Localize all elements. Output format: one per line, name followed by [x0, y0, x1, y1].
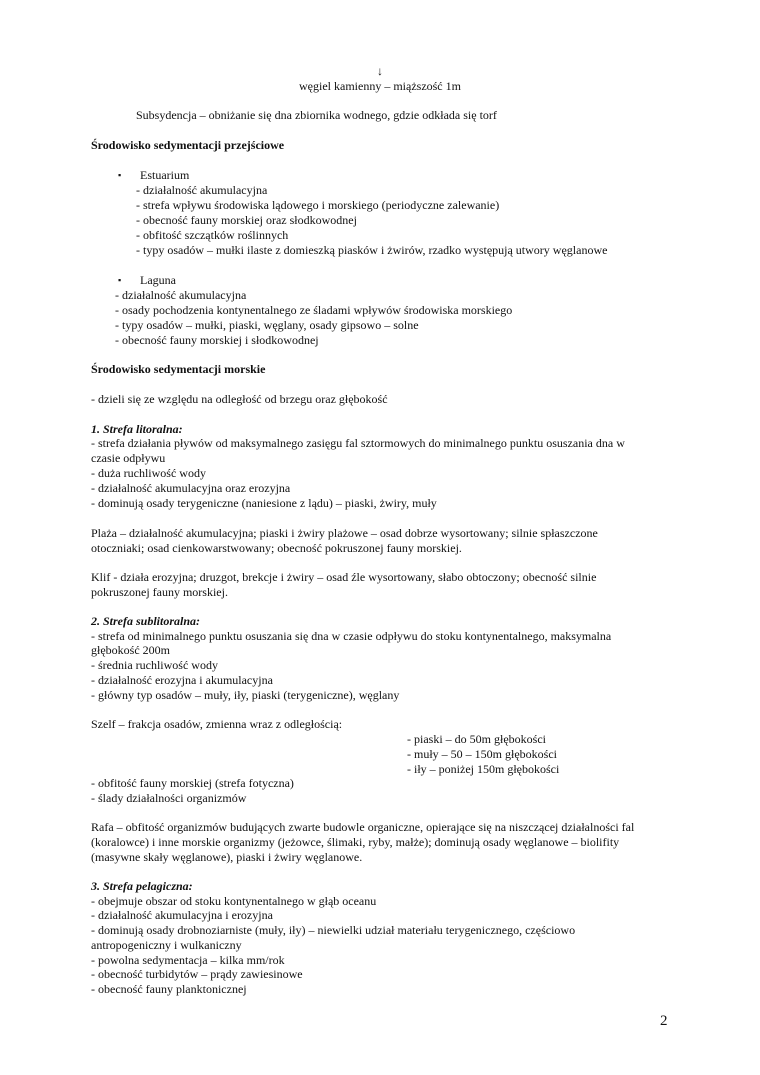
sublittoral-title: 2. Strefa sublitoralna: — [91, 614, 201, 628]
cliff-line: pokruszonej fauny morskiej. — [91, 585, 228, 599]
pelagic-line: - obecność fauny planktonicznej — [91, 982, 247, 996]
square-bullet-icon: ▪ — [118, 170, 122, 180]
estuary-item: - obecność fauny morskiej oraz słodkowodnej — [136, 213, 357, 227]
estuary-item: - działalność akumulacyjna — [136, 183, 268, 197]
estuary-item: - strefa wpływu środowiska lądowego i morskiego (periodyczne zalewanie) — [136, 198, 500, 212]
sublittoral-line: - średnia ruchliwość wody — [91, 658, 218, 672]
marine-intro: - dzieli się ze względu na odległość od brzegu oraz głębokość — [91, 392, 388, 406]
lagoon-item: - osady pochodzenia kontynentalnego ze śladami wpływów środowiska morskiego — [115, 303, 513, 317]
lagoon-item: - typy osadów – mułki, piaski, węglany, osady gipsowo – solne — [115, 318, 419, 332]
estuary-item: - typy osadów – mułki ilaste z domieszką piasków i żwirów, rzadko występują utwory węglanowe — [136, 243, 608, 257]
littoral-line: - dominują osady terygeniczne (naniesione z lądu) – piaski, żwiry, muły — [91, 496, 437, 510]
littoral-line: - strefa działania pływów od maksymalnego zasięgu fal sztormowych do minimalnego punktu osuszania dna w — [91, 436, 625, 450]
sublittoral-line: głębokość 200m — [91, 643, 170, 657]
after-shelf-line: - obfitość fauny morskiej (strefa fotyczna) — [91, 776, 294, 790]
marine-heading: Środowisko sedymentacji morskie — [91, 362, 266, 376]
after-shelf-line: - ślady działalności organizmów — [91, 791, 247, 805]
littoral-title: 1. Strefa litoralna: — [91, 422, 183, 436]
square-bullet-icon: ▪ — [118, 275, 122, 285]
transitional-heading: Środowisko sedymentacji przejściowe — [91, 138, 285, 152]
pelagic-line: - obecność turbidytów – prądy zawiesinowe — [91, 967, 303, 981]
pelagic-title: 3. Strefa pelagiczna: — [91, 879, 193, 893]
beach-line: otoczniaki; osad cienkowarstwowany; obecność pokruszonej fauny morskiej. — [91, 541, 462, 555]
lagoon-item: - działalność akumulacyjna — [115, 288, 247, 302]
beach-line: Plaża – działalność akumulacyjna; piaski i żwiry plażowe – osad dobrze wysortowany; silnie spłaszczone — [91, 526, 598, 540]
sublittoral-line: - strefa od minimalnego punktu osuszania się dna w czasie odpływu do stoku kontynentalnego, maksymalna — [91, 629, 612, 643]
pelagic-line: antropogeniczny i wulkaniczny — [91, 938, 242, 952]
pelagic-line: - dominują osady drobnoziarniste (muły, iły) – niewielki udział materiału terygenicznego, częściowo — [91, 923, 576, 937]
pelagic-line: - powolna sedymentacja – kilka mm/rok — [91, 953, 285, 967]
reef-line: (masywne skały węglanowe), piaski i żwiry węglanowe. — [91, 850, 363, 864]
littoral-line: czasie odpływu — [91, 451, 166, 465]
lagoon-item: - obecność fauny morskiej i słodkowodnej — [115, 333, 319, 347]
reef-line: Rafa – obfitość organizmów budujących zwarte budowle organiczne, opierające się na niszczącej działalności fal — [91, 820, 635, 834]
sublittoral-line: - główny typ osadów – muły, iły, piaski (terygeniczne), węglany — [91, 688, 400, 702]
sublittoral-line: - działalność erozyjna i akumulacyjna — [91, 673, 273, 687]
shelf-item: - iły – poniżej 150m głębokości — [407, 762, 560, 776]
shelf-item: - muły – 50 – 150m głębokości — [407, 747, 557, 761]
littoral-line: - duża ruchliwość wody — [91, 466, 206, 480]
pelagic-line: - działalność akumulacyjna i erozyjna — [91, 908, 273, 922]
lagoon-title: Laguna — [140, 273, 176, 287]
down-arrow-icon: ↓ — [377, 64, 383, 78]
subsidence-line: Subsydencja – obniżanie się dna zbiornika wodnego, gdzie odkłada się torf — [136, 108, 497, 122]
estuary-item: - obfitość szczątków roślinnych — [136, 228, 289, 242]
pelagic-line: - obejmuje obszar od stoku kontynentalnego w głąb oceanu — [91, 894, 377, 908]
littoral-line: - działalność akumulacyjna oraz erozyjna — [91, 481, 291, 495]
cliff-line: Klif - działa erozyjna; druzgot, brekcje i żwiry – osad źle wysortowany, słabo obtoczony; obecność silnie — [91, 570, 597, 584]
estuary-title: Estuarium — [140, 168, 190, 182]
page-number: 2 — [660, 1013, 668, 1029]
shelf-item: - piaski – do 50m głębokości — [407, 732, 546, 746]
coal-line: węgiel kamienny – miąższość 1m — [299, 79, 461, 93]
reef-line: (koralowce) i inne morskie organizmy (jeżowce, ślimaki, ryby, małże); dominują osady węglanowe – biolifity — [91, 835, 620, 849]
shelf-intro: Szelf – frakcja osadów, zmienna wraz z odległością: — [91, 717, 343, 731]
